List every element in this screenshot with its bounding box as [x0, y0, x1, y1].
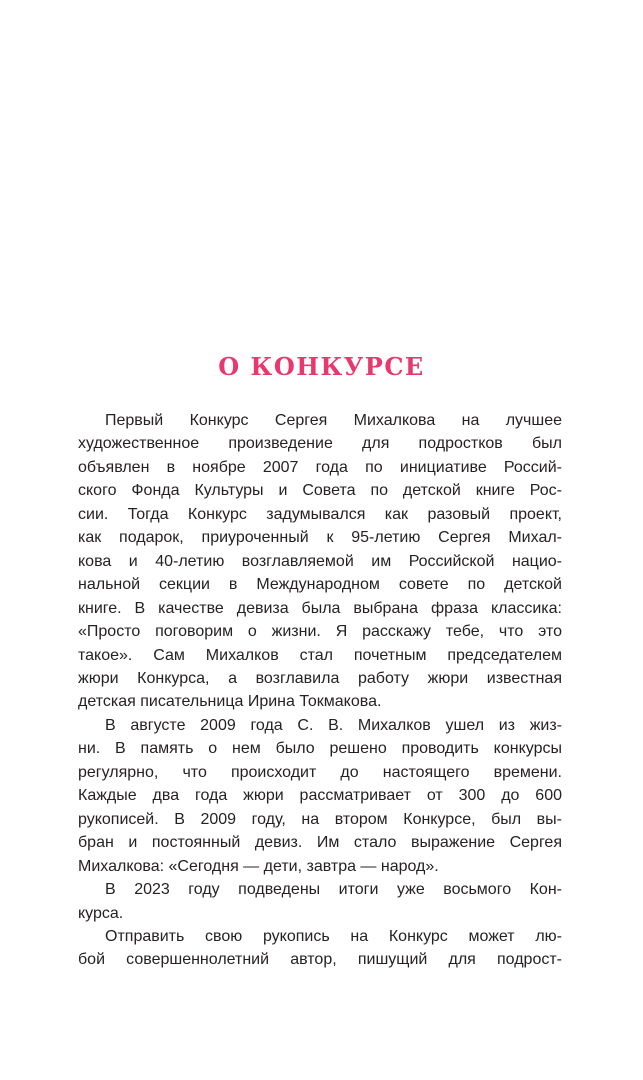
text-line: как подарок, приуроченный к 95-летию Сергея Михал-: [78, 529, 562, 547]
text-line: ни. В память о нем было решено проводить конкурсы: [78, 740, 562, 758]
text-line: книге. В качестве девиза была выбрана фраза классика:: [78, 599, 562, 617]
text-line: жюри Конкурса, а возглавила работу жюри известная: [78, 669, 562, 687]
body-text: [78, 409, 562, 972]
text-line: объявлен в ноябре 2007 года по инициативе Россий-: [78, 458, 562, 476]
text-line: Михалкова: «Сегодня — дети, завтра — народ».: [78, 857, 439, 875]
chapter-title: О КОНКУРСЕ: [218, 352, 425, 381]
text-line: детская писательница Ирина Токмакова.: [78, 693, 382, 711]
text-line: художественное произведение для подростков был: [78, 435, 562, 453]
text-line: Первый Конкурс Сергея Михалкова на лучшее: [105, 412, 562, 429]
text-line: такое». Сам Михалков стал почетным председателем: [78, 646, 562, 664]
text-line: ского Фонда Культуры и Совета по детской книге Рос-: [78, 482, 562, 500]
text-line: Отправить свою рукопись на Конкурс может лю-: [105, 927, 562, 945]
text-line: «Просто поговорим о жизни. Я расскажу тебе, что это: [78, 623, 562, 641]
text-line: бран и постоянный девиз. Им стало выражение Сергея: [78, 834, 562, 852]
text-line: кова и 40-летию возглавляемой им Российской нацио-: [78, 552, 562, 570]
text-line: курса.: [78, 904, 124, 922]
text-line: В 2023 году подведены итоги уже восьмого Кон-: [105, 881, 562, 899]
text-line: бой совершеннолетний автор, пишущий для подрост-: [78, 951, 562, 969]
text-line: Каждые два года жюри рассматривает от 300 до 600: [78, 787, 562, 805]
text-line: нальной секции в Международном совете по детской: [78, 576, 562, 594]
text-line: В августе 2009 года С. В. Михалков ушел из жиз-: [105, 716, 562, 734]
text-line: сии. Тогда Конкурс задумывался как разовый проект,: [78, 505, 562, 523]
text-line: регулярно, что происходит до настоящего времени.: [78, 763, 562, 781]
text-line: рукописей. В 2009 году, на втором Конкурсе, был вы-: [78, 810, 562, 828]
